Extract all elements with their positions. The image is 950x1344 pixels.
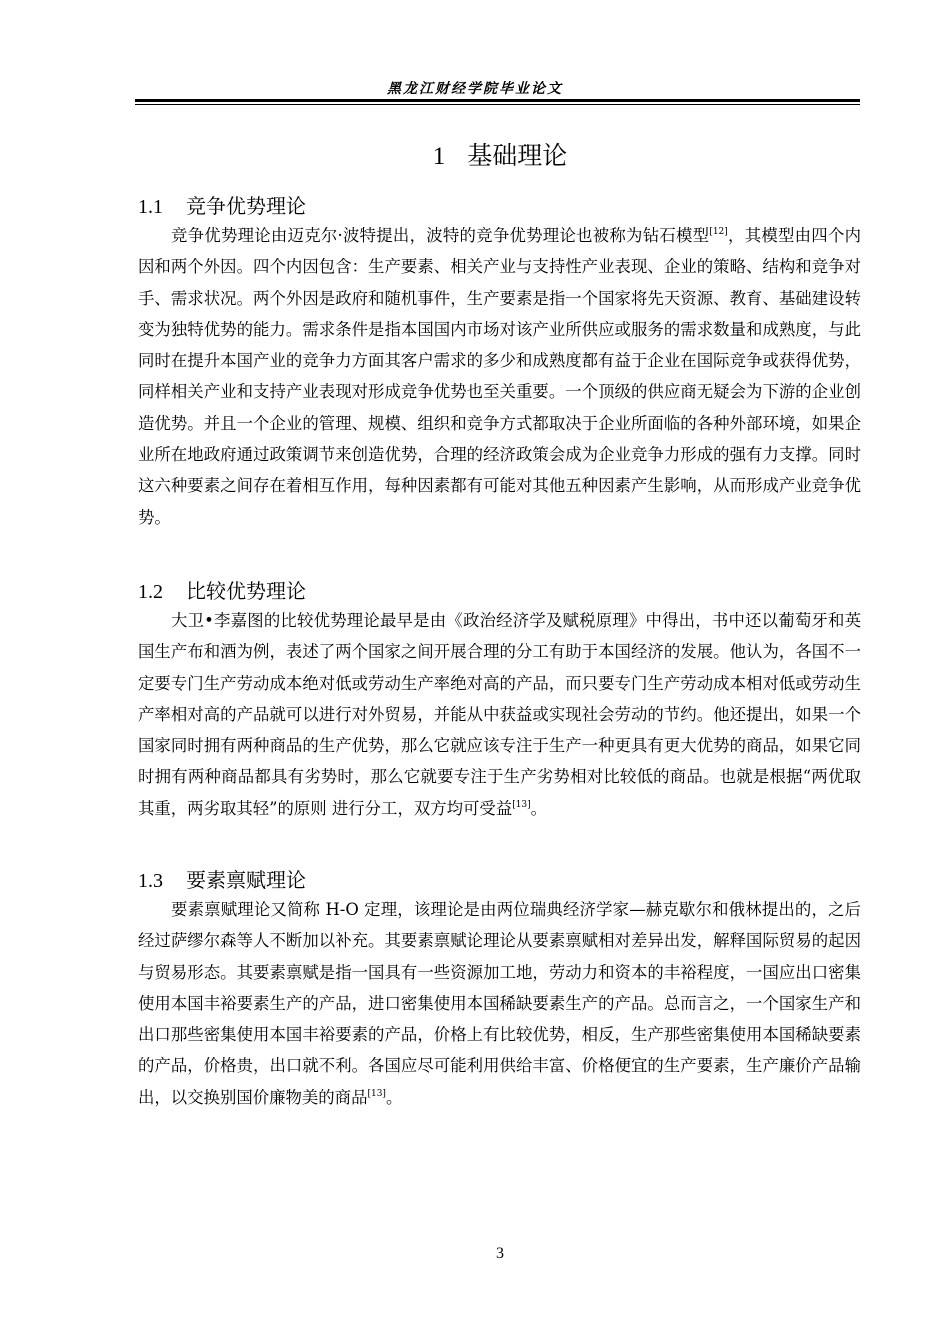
- section-heading-1-2: [138, 575, 306, 604]
- section-paragraph-1-3: [138, 894, 861, 1113]
- header-rule-thin: [135, 104, 860, 105]
- paragraph-text: 。: [530, 798, 548, 818]
- citation: [13]: [512, 799, 531, 810]
- section-paragraph-1-1: [138, 220, 861, 533]
- section-title: 要素禀赋理论: [186, 868, 306, 892]
- chapter-heading: [0, 136, 950, 172]
- citation: [13]: [367, 1088, 386, 1099]
- paragraph-text: 竞争优势理论由迈克尔·波特提出，波特的竞争优势理论也被称为钻石模型: [171, 226, 710, 245]
- section-title: 竞争优势理论: [186, 194, 306, 218]
- header-rule-thick: [135, 99, 860, 102]
- section-number: 1.2: [138, 581, 163, 603]
- paragraph-text: 大卫•李嘉图的比较优势理论最早是由《政治经济学及赋税原理》中得出，书中还以葡萄牙和英国生产布和酒为例，表述了两个国家之间开展合理的分工有助于本国经济的发展。他认为，各国不一定要专门生产劳动成本绝对低或劳动生产率绝对高的产品，而只要专门生产劳动成本相对低或劳动生产率相对高的产品就可以进行对外贸易，并能从中获益或实现社会劳动的节约。他还提出，如果一个国家同时拥有两种商品的生产优势，那么它就应该专注于生产一种更具有更大优势的商品，如果它同时拥有两种商品都具有劣势时，那么它就要专注于生产劣势相对比较低的商品。也就是根据“两优取其重，两劣取其轻”的原则 进行分工，双方均可受益: [138, 611, 861, 818]
- paragraph-text: 要素禀赋理论又简称 H-O 定理，该理论是由两位瑞典经济学家—赫克歇尔和俄林提出的，之后经过萨缪尔森等人不断加以补充。其要素禀赋论理论从要素禀赋相对差异出发，解释国际贸易的起因与贸易形态。其要素禀赋是指一国具有一些资源加工地，劳动力和资本的丰裕程度，一国应出口密集使用本国丰裕要素生产的产品，进口密集使用本国稀缺要素生产的产品。总而言之，一个国家生产和出口那些密集使用本国丰裕要素的产品，价格上有比较优势，相反，生产那些密集使用本国稀缺要素的产品，价格贵，出口就不利。各国应尽可能利用供给丰富、价格便宜的生产要素，生产廉价产品输出，以交换别国价廉物美的商品: [138, 900, 861, 1107]
- section-title: 比较优势理论: [186, 579, 306, 603]
- citation: [12]: [709, 227, 728, 237]
- page-number: 3: [496, 1245, 504, 1262]
- section-heading-1-3: [138, 864, 306, 893]
- paragraph-text: 。: [385, 1087, 403, 1107]
- header-title: 黑龙江财经学院毕业论文: [387, 81, 563, 97]
- section-number: 1.3: [138, 870, 163, 892]
- chapter-number: 1: [432, 143, 446, 170]
- chapter-title: 基础理论: [467, 141, 568, 170]
- paragraph-text: ，其模型由四个内因和两个外因。四个内因包含：生产要素、相关产业与支持性产业表现、企业的策略、结构和竞争对手、需求状况。两个外因是政府和随机事件，生产要素是指一个国家将先天资源、教育、基础建设转变为独特优势的能力。需求条件是指本国国内市场对该产业所供应或服务的需求数量和成熟度，与此同时在提升本国产业的竞争力方面其客户需求的多少和成熟度都有益于企业在国际竞争或获得优势，同样相关产业和支持产业表现对形成竞争优势也至关重要。一个顶级的供应商无疑会为下游的企业创造优势。并且一个企业的管理、规模、组织和竞争方式都取决于企业所面临的各种外部环境，如果企业所在地政府通过政策调节来创造优势，合理的经济政策会成为企业竞争力形成的强有力支撑。同时这六种要素之间存在着相互作用，每种因素都有可能对其他五种因素产生影响，从而形成产业竞争优势。: [138, 226, 862, 527]
- section-paragraph-1-2: [138, 605, 861, 824]
- section-heading-1-1: [138, 190, 306, 219]
- section-number: 1.1: [138, 196, 163, 218]
